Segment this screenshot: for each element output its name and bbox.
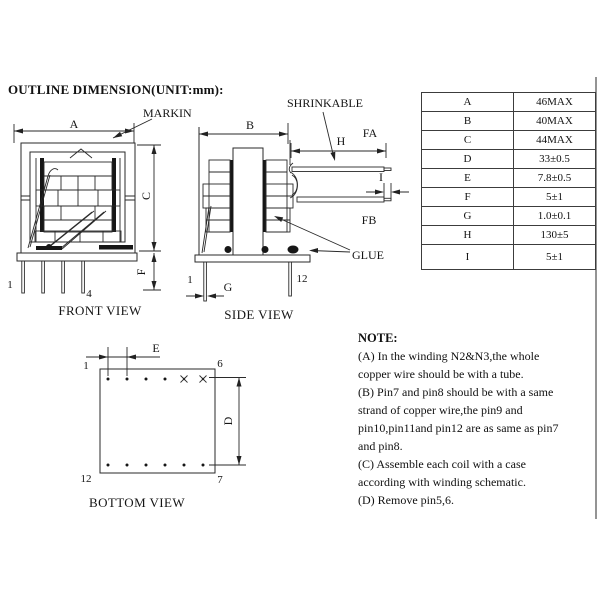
value-cell: 1.0±0.1	[514, 207, 596, 226]
pin5-removed-x-mark	[181, 376, 188, 383]
table-row	[422, 188, 596, 207]
bottom-view-caption: BOTTOM VIEW	[89, 495, 185, 510]
front-dim-f-label: F	[134, 268, 148, 276]
front-dim-a-label: A	[69, 117, 79, 131]
bottom-dim-e-label: E	[152, 341, 160, 355]
bottom-corner-6: 6	[217, 358, 223, 370]
param-cell: D	[422, 150, 514, 169]
wire-fb-label: FB	[361, 213, 377, 227]
markin-label: MARKIN	[143, 106, 192, 120]
param-cell: F	[422, 188, 514, 207]
page-title: OUTLINE DIMENSION(UNIT:mm):	[8, 82, 224, 97]
bottom-corner-7: 7	[217, 474, 223, 486]
param-cell: A	[422, 93, 514, 112]
value-cell: 40MAX	[514, 112, 596, 131]
value-cell: 33±0.5	[514, 150, 596, 169]
side-dim-g-label: G	[223, 280, 233, 294]
side-dim-b-label: B	[245, 118, 255, 132]
bottom-corner-1: 1	[83, 360, 89, 372]
front-pin1-label: 1	[7, 279, 13, 291]
bottom-corner-12: 12	[80, 473, 92, 485]
value-cell: 130±5	[514, 226, 596, 245]
side-view-caption: SIDE VIEW	[224, 307, 294, 322]
bottom-dim-d-label: D	[221, 416, 235, 426]
note-line: according with winding schematic.	[358, 475, 526, 489]
pin6-removed-x-mark	[200, 376, 207, 383]
param-cell: I	[422, 245, 514, 270]
shrinkable-label: SHRINKABLE	[287, 96, 364, 110]
front-dim-c-label: C	[139, 191, 153, 201]
table-row	[422, 207, 596, 226]
side-dim-i-label: I	[379, 170, 383, 184]
side-pin1-label: 1	[187, 274, 193, 286]
front-pin4-label: 4	[86, 288, 92, 300]
param-cell: B	[422, 112, 514, 131]
param-cell: H	[422, 226, 514, 245]
value-cell: 7.8±0.5	[514, 169, 596, 188]
front-view-drawing	[7, 106, 192, 318]
note-line: copper wire should be with a tube.	[358, 367, 524, 381]
value-cell: 46MAX	[514, 93, 596, 112]
bottom-view-drawing	[81, 341, 247, 510]
side-dim-h-label: H	[336, 134, 346, 148]
note-line: (B) Pin7 and pin8 should be with a same	[358, 385, 554, 399]
note-line: strand of copper wire,the pin9 and	[358, 403, 523, 417]
note-line: (D) Remove pin5,6.	[358, 493, 454, 507]
table-row	[422, 150, 596, 169]
value-cell: 44MAX	[514, 131, 596, 150]
wire-fa-label: FA	[362, 126, 378, 140]
table-row	[422, 245, 596, 270]
value-cell: 5±1	[514, 188, 596, 207]
front-view-caption: FRONT VIEW	[58, 303, 142, 318]
param-cell: C	[422, 131, 514, 150]
param-cell: G	[422, 207, 514, 226]
note-heading: NOTE:	[358, 331, 398, 345]
glue-label: GLUE	[352, 248, 384, 262]
note-line: (C) Assemble each coil with a case	[358, 457, 526, 471]
table-row	[422, 226, 596, 245]
side-pin12-label: 12	[296, 273, 308, 285]
table-row	[422, 93, 596, 112]
notes-block	[358, 329, 597, 509]
note-line: (A) In the winding N2&N3,the whole	[358, 349, 540, 363]
param-cell: E	[422, 169, 514, 188]
note-line: pin10,pin11and pin12 are as same as pin7	[358, 421, 559, 435]
side-view-drawing	[186, 96, 409, 322]
value-cell: 5±1	[514, 245, 596, 270]
note-line: and pin8.	[358, 439, 403, 453]
dimension-table	[421, 92, 596, 270]
table-row	[422, 169, 596, 188]
table-row	[422, 112, 596, 131]
table-row	[422, 131, 596, 150]
